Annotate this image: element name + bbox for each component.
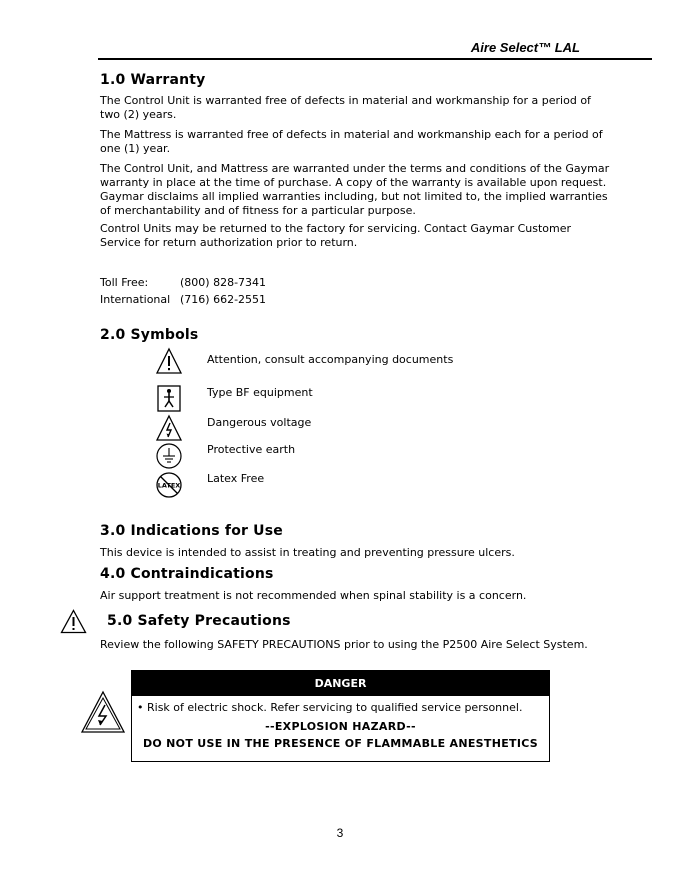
warranty-p4-line2: Service for return authorization prior to return. bbox=[100, 236, 358, 249]
warranty-p1-line2: two (2) years. bbox=[100, 108, 177, 121]
electric-shock-warning-icon bbox=[80, 690, 126, 734]
safety-heading: 5.0 Safety Precautions bbox=[107, 613, 291, 629]
latex-free-icon bbox=[155, 471, 183, 499]
warranty-paragraph-4 bbox=[100, 222, 630, 250]
warranty-p1-line1: The Control Unit is warranted free of defects in material and workmanship for a period of bbox=[100, 94, 591, 107]
dangerous-voltage-icon bbox=[155, 414, 183, 442]
international-number: (716) 662-2551 bbox=[180, 293, 267, 306]
toll-free-label: Toll Free: bbox=[100, 276, 149, 289]
warranty-p2-line1: The Mattress is warranted free of defects in material and workmanship each for a period of bbox=[100, 128, 603, 141]
symbols-heading: 2.0 Symbols bbox=[100, 327, 199, 343]
danger-box bbox=[131, 670, 550, 762]
danger-bullet-item bbox=[137, 701, 522, 714]
warranty-p2-line2: one (1) year. bbox=[100, 142, 171, 155]
symbol-label-dangerous-voltage: Dangerous voltage bbox=[207, 416, 312, 429]
warranty-heading: 1.0 Warranty bbox=[100, 72, 206, 88]
explosion-hazard-text: --EXPLOSION HAZARD-- bbox=[265, 720, 416, 733]
bullet-icon: • bbox=[137, 701, 147, 714]
contraindications-heading: 4.0 Contraindications bbox=[100, 566, 274, 582]
symbol-label-attention: Attention, consult accompanying documents bbox=[207, 353, 454, 366]
contraindications-text: Air support treatment is not recommended when spinal stability is a concern. bbox=[100, 589, 527, 602]
warranty-p3-line4: of merchantability and of fitness for a particular purpose. bbox=[100, 204, 416, 217]
danger-title: DANGER bbox=[132, 671, 549, 696]
warranty-paragraph-3 bbox=[100, 162, 630, 218]
indications-heading: 3.0 Indications for Use bbox=[100, 523, 283, 539]
header-rule bbox=[98, 58, 652, 60]
flammable-anesthetics-text: DO NOT USE IN THE PRESENCE OF FLAMMABLE ANESTHETICS bbox=[142, 737, 539, 750]
warning-triangle-icon bbox=[155, 347, 183, 375]
danger-bullet-text: Risk of electric shock. Refer servicing to qualified service personnel. bbox=[147, 701, 523, 714]
safety-text: Review the following SAFETY PRECAUTIONS prior to using the P2500 Aire Select System. bbox=[100, 638, 588, 651]
protective-earth-icon bbox=[155, 442, 183, 470]
warranty-p3-line1: The Control Unit, and Mattress are warranted under the terms and conditions of the Gaymar bbox=[100, 162, 610, 175]
symbol-label-protective-earth: Protective earth bbox=[207, 443, 296, 456]
toll-free-row bbox=[100, 274, 266, 291]
warranty-p3-line2: warranty in place at the time of purchase. A copy of the warranty is available upon request. bbox=[100, 176, 607, 189]
toll-free-number: (800) 828-7341 bbox=[180, 276, 267, 289]
warranty-paragraph-2 bbox=[100, 128, 630, 156]
warranty-p3-line3: Gaymar disclaims all implied warranties including, but not limited to, the implied warranties bbox=[100, 190, 608, 203]
latex-free-icon-text: LATEX bbox=[157, 481, 181, 490]
indications-text: This device is intended to assist in treating and preventing pressure ulcers. bbox=[100, 546, 515, 559]
warranty-paragraph-1 bbox=[100, 94, 630, 122]
international-row bbox=[100, 291, 266, 308]
symbol-label-type-bf: Type BF equipment bbox=[207, 386, 313, 399]
document-header-title: Aire Select™ LAL bbox=[470, 40, 580, 55]
contact-numbers bbox=[100, 274, 266, 308]
symbol-label-latex-free: Latex Free bbox=[207, 472, 265, 485]
type-bf-icon bbox=[155, 384, 183, 412]
international-label: International bbox=[100, 293, 171, 306]
safety-warning-icon bbox=[60, 609, 87, 634]
page-number: 3 bbox=[336, 826, 344, 840]
warranty-p4-line1: Control Units may be returned to the factory for servicing. Contact Gaymar Customer bbox=[100, 222, 572, 235]
